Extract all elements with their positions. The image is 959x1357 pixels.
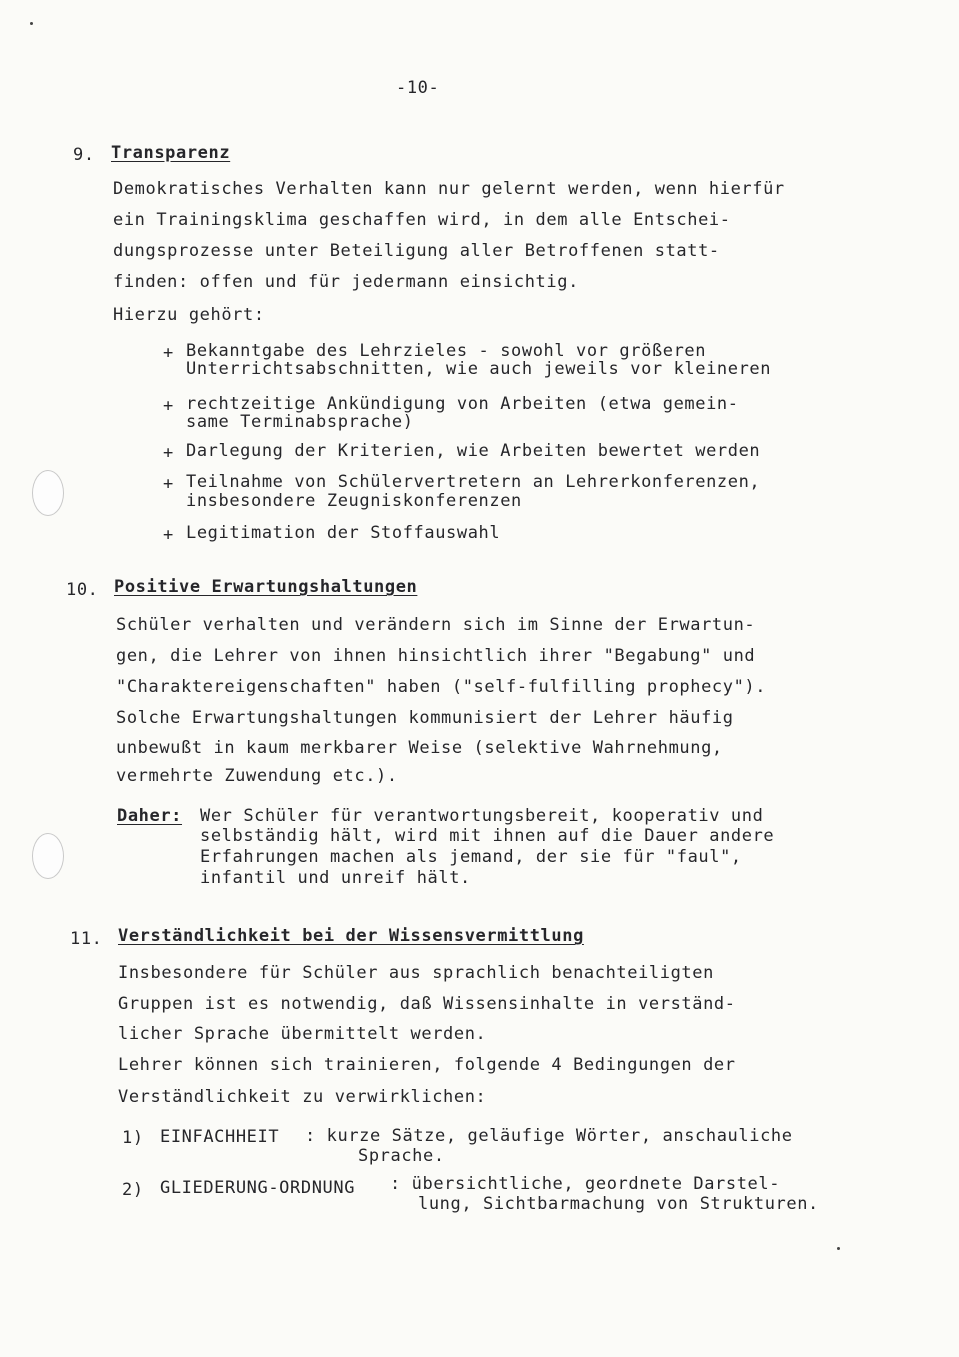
section-9-intro: Hierzu gehört:: [113, 305, 265, 325]
section-10-body-line: vermehrte Zuwendung etc.).: [116, 766, 398, 786]
list-item: Legitimation der Stoffauswahl: [186, 523, 501, 543]
section-11-body-line: Lehrer können sich trainieren, folgende 4 Bedingungen der: [118, 1055, 736, 1075]
condition-1-text: : kurze Sätze, geläufige Wörter, anschauliche: [305, 1126, 793, 1146]
section-10-body-line: Solche Erwartungshaltungen kommunisiert der Lehrer häufig: [116, 708, 734, 728]
section-10-body-line: unbewußt in kaum merkbarer Weise (selektive Wahrnehmung,: [116, 738, 723, 758]
section-9-title: Transparenz: [111, 143, 231, 163]
list-item: rechtzeitige Ankündigung von Arbeiten (etwa gemein-: [186, 394, 739, 414]
section-11-body-line: Insbesondere für Schüler aus sprachlich benachteiligten: [118, 963, 714, 983]
list-item: Bekanntgabe des Lehrzieles - sowohl vor größeren: [186, 341, 707, 361]
section-11-number: 11.: [70, 929, 103, 949]
punch-hole: [32, 833, 64, 879]
section-10-body-line: Schüler verhalten und verändern sich im Sinne der Erwartun-: [116, 615, 756, 635]
scan-speck: [30, 22, 33, 25]
section-9-body-line: finden: offen und für jedermann einsichtig.: [113, 272, 579, 292]
list-item-continuation: Unterrichtsabschnitten, wie auch jeweils vor kleineren: [186, 359, 772, 379]
bullet-marker: +: [163, 443, 174, 463]
daher-label: Daher:: [117, 806, 183, 826]
section-10-title: Positive Erwartungshaltungen: [114, 577, 418, 597]
bullet-marker: +: [163, 525, 174, 545]
section-10-body-line: gen, die Lehrer von ihnen hinsichtlich ihrer "Begabung" und: [116, 646, 756, 666]
daher-line: Erfahrungen machen als jemand, der sie für "faul",: [200, 847, 742, 867]
bullet-marker: +: [163, 474, 174, 494]
bullet-marker: +: [163, 343, 174, 363]
condition-1-label: EINFACHHEIT: [160, 1127, 280, 1147]
daher-line: infantil und unreif hält.: [200, 868, 471, 888]
page-number: -10-: [396, 78, 440, 98]
condition-1-number: 1): [122, 1128, 144, 1148]
condition-2-text: lung, Sichtbarmachung von Strukturen.: [418, 1194, 819, 1214]
section-11-body-line: licher Sprache übermittelt werden.: [118, 1024, 487, 1044]
list-item: Darlegung der Kriterien, wie Arbeiten bewertet werden: [186, 441, 761, 461]
section-11-body-line: Verständlichkeit zu verwirklichen:: [118, 1087, 487, 1107]
bullet-marker: +: [163, 396, 174, 416]
condition-1-text: Sprache.: [358, 1146, 445, 1166]
section-9-body-line: ein Trainingsklima geschaffen wird, in dem alle Entschei-: [113, 210, 731, 230]
list-item-continuation: insbesondere Zeugniskonferenzen: [186, 491, 522, 511]
daher-line: selbständig hält, wird mit ihnen auf die Dauer andere: [200, 826, 775, 846]
condition-2-label: GLIEDERUNG-ORDNUNG: [160, 1178, 356, 1198]
condition-2-text: : übersichtliche, geordnete Darstel-: [390, 1174, 781, 1194]
section-11-body-line: Gruppen ist es notwendig, daß Wissensinhalte in verständ-: [118, 994, 736, 1014]
scan-speck: [837, 1247, 840, 1250]
section-9-body-line: dungsprozesse unter Beteiligung aller Betroffenen statt-: [113, 241, 720, 261]
daher-line: Wer Schüler für verantwortungsbereit, kooperativ und: [200, 806, 764, 826]
condition-2-number: 2): [122, 1180, 144, 1200]
section-9-body-line: Demokratisches Verhalten kann nur gelernt werden, wenn hierfür: [113, 179, 785, 199]
list-item: Teilnahme von Schülervertretern an Lehrerkonferenzen,: [186, 472, 761, 492]
section-11-title: Verständlichkeit bei der Wissensvermittlung: [118, 926, 584, 946]
section-9-number: 9.: [73, 145, 95, 165]
section-10-body-line: "Charaktereigenschaften" haben ("self-fulfilling prophecy").: [116, 677, 767, 697]
section-10-number: 10.: [66, 580, 99, 600]
list-item-continuation: same Terminabsprache): [186, 412, 414, 432]
punch-hole: [32, 470, 64, 516]
